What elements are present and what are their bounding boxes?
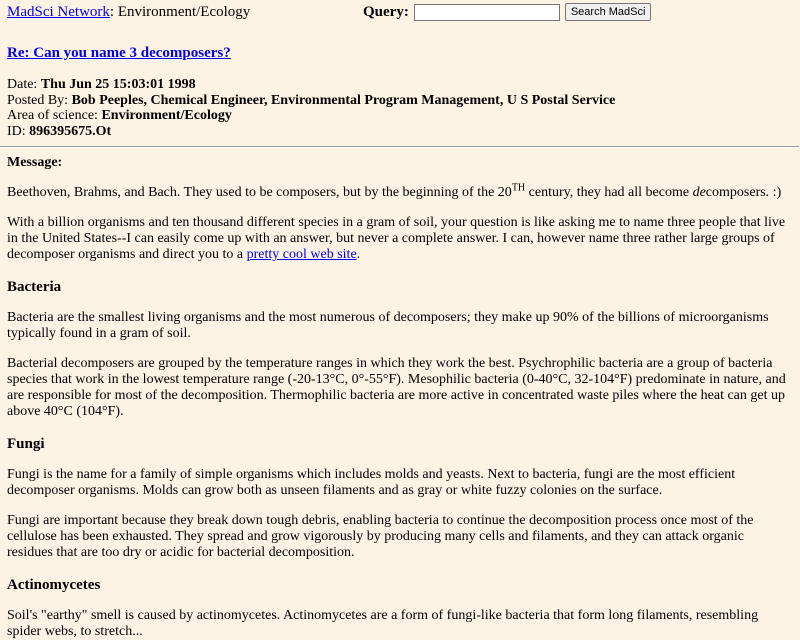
meta-area-value: Environment/Ecology [101,108,232,123]
query-label: Query: [363,4,409,20]
meta-date: Date: Thu Jun 25 15:03:01 1998 [7,77,196,92]
meta-posted-by: Posted By: Bob Peeples, Chemical Engineer, Environmental Program Management, U S Postal Service [7,92,616,108]
meta-date-value: Thu Jun 25 15:03:01 1998 [40,77,196,92]
paragraph-fungi-1: Fungi is the name for a family of simple organisms which includes molds and yeasts. Next to bacteria, fungi are the most efficient decomposer organisms. Molds can grow both as unseen filaments and as gray or white fuzzy colonies on the surface. [7,467,736,498]
page-title [7,45,792,62]
heading-bacteria: Bacteria [7,279,62,295]
message-label: Message: [7,155,63,170]
meta-area: Area of science: Environment/Ecology [7,108,232,123]
cool-web-site-link[interactable]: pretty cool web site [246,247,357,262]
madsci-network-link[interactable]: MadSci Network [7,4,110,20]
breadcrumb-section: : Environment/Ecology [109,4,251,20]
emphasis-de: de [692,185,706,200]
paragraph-bacteria-2: Bacterial decomposers are grouped by the temperature ranges in which they work the best. Psychrophilic bacteria are a group of bacteria species that work in the lowest temperature range (-20-13°C, 0°-55°F). Mesophilic bacteria (0-40°C, 32-104°F) predominate in nature, and are responsible for most of the decomposition. Thermophilic bacteria are more active in concentrated waste piles where the heat can get up above 40°C (104°F). [7,356,786,419]
meta-posted-by-value: Bob Peeples, Chemical Engineer, Environmental Program Management, U S Postal Service [71,92,616,108]
paragraph-composers: Beethoven, Brahms, and Bach. They used to be composers, but by the beginning of the 20TH century, they had all become decomposers. :) [7,182,782,200]
paragraph-actinomycetes: Soil's "earthy" smell is caused by actinomycetes. Actinomycetes are a form of fungi-like bacteria that form long filaments, resembling spider webs, to stretch... [7,608,759,639]
paragraph-intro: With a billion organisms and ten thousand different species in a gram of soil, your question is like asking me to name three people that live in the United States--I can easily come up with an answer, but never a complete answer. I can, however name three rather large groups of decomposer organisms and direct you to a pretty cool web site. [7,215,786,262]
paragraph-bacteria-1: Bacteria are the smallest living organisms and the most numerous of decomposers; they make up 90% of the billions of microorganisms typically found in a gram of soil. [7,310,769,341]
breadcrumb [7,4,250,21]
meta-id-value: 896395675.Ot [29,123,112,139]
divider [0,146,799,148]
post-content [7,45,792,640]
meta-id: ID: 896395675.Ot [7,123,112,139]
post-title-link[interactable]: Re: Can you name 3 decomposers? [7,45,231,61]
heading-fungi: Fungi [7,436,45,452]
query-input[interactable] [414,4,560,21]
query-form [363,3,651,21]
superscript-th: TH [511,182,526,194]
heading-actinomycetes: Actinomycetes [7,577,101,593]
post-meta [7,77,792,139]
top-bar [0,0,800,24]
search-madsci-button[interactable]: Search MadSci [565,3,652,21]
paragraph-fungi-2: Fungi are important because they break down tough debris, enabling bacteria to continue the decomposition process once most of the cellulose has been exhausted. They spread and grow vigorously by producing many cells and filaments, and they can attack organic residues that are too dry or acidic for bacterial decomposition. [7,513,754,560]
